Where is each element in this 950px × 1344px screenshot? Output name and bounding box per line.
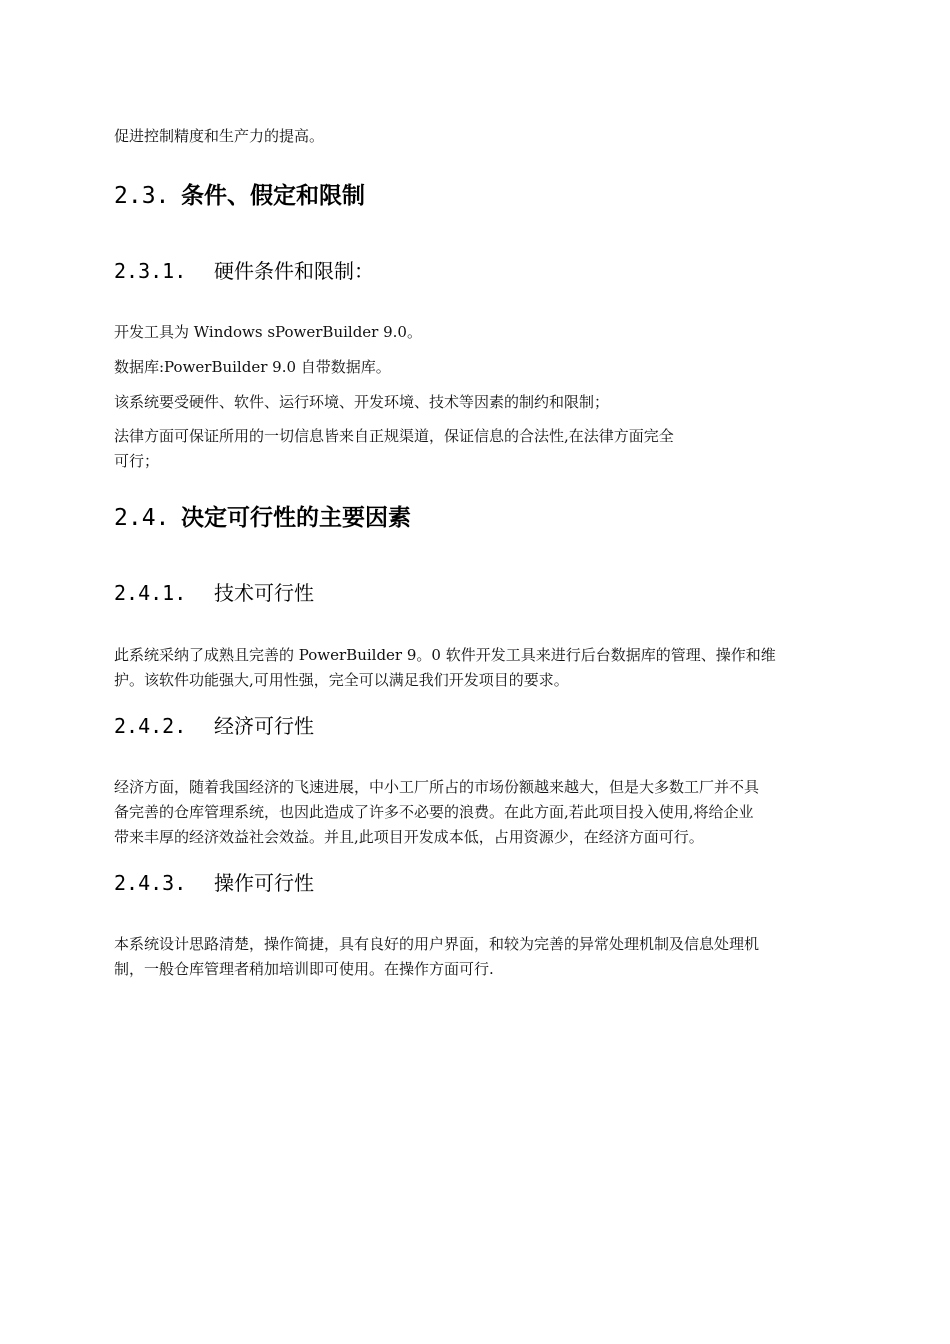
heading-2-3-1 xyxy=(114,257,374,285)
heading-2-4-2 xyxy=(114,712,314,740)
paragraph-technical xyxy=(114,643,839,693)
text-line: 本系统设计思路清楚，操作简捷，具有良好的用户界面，和较为完善的异常处理机制及信息处理机 xyxy=(114,935,760,953)
text-line: 带来丰厚的经济效益社会效益。并且,此项目开发成本低，占用资源少，在经济方面可行。 xyxy=(114,828,704,846)
paragraph-intro-tail: 促进控制精度和生产力的提高。 xyxy=(114,127,325,145)
heading-title: 操作可行性 xyxy=(214,871,314,895)
paragraph-constraints: 该系统要受硬件、软件、运行环境、开发环境、技术等因素的制约和限制； xyxy=(114,393,610,411)
heading-number: 2.4.3. xyxy=(114,871,187,895)
paragraph-legal xyxy=(114,424,839,474)
heading-title: 条件、假定和限制 xyxy=(181,183,365,209)
text-line: 此系统采纳了成熟且完善的 PowerBuilder 9。0 软件开发工具来进行后台数据库的管理、操作和维 xyxy=(114,646,776,664)
paragraph-database: 数据库:PowerBuilder 9.0 自带数据库。 xyxy=(114,358,391,376)
heading-number: 2.4.2. xyxy=(114,714,187,738)
text-line: 护。该软件功能强大,可用性强，完全可以满足我们开发项目的要求。 xyxy=(114,671,569,689)
heading-number: 2.3.1. xyxy=(114,259,187,283)
heading-number: 2.4. xyxy=(114,505,170,531)
heading-number: 2.4.1. xyxy=(114,581,187,605)
text-line: 可行； xyxy=(114,452,160,470)
heading-2-3 xyxy=(114,181,365,211)
paragraph-dev-tools: 开发工具为 Windows sPowerBuilder 9.0。 xyxy=(114,323,422,341)
heading-2-4 xyxy=(114,503,411,533)
text-line: 备完善的仓库管理系统，也因此造成了许多不必要的浪费。在此方面,若此项目投入使用,将给企业 xyxy=(114,803,754,821)
heading-2-4-1 xyxy=(114,579,314,607)
paragraph-operational xyxy=(114,932,839,982)
heading-title: 硬件条件和限制： xyxy=(214,259,374,283)
heading-number: 2.3. xyxy=(114,183,170,209)
heading-title: 经济可行性 xyxy=(214,714,314,738)
heading-title: 决定可行性的主要因素 xyxy=(181,505,411,531)
text-line: 经济方面，随着我国经济的飞速进展，中小工厂所占的市场份额越来越大，但是大多数工厂并不具 xyxy=(114,778,760,796)
heading-2-4-3 xyxy=(114,869,314,897)
heading-title: 技术可行性 xyxy=(214,581,314,605)
paragraph-economic xyxy=(114,775,839,850)
text-line: 法律方面可保证所用的一切信息皆来自正规渠道，保证信息的合法性,在法律方面完全 xyxy=(114,427,674,445)
text-line: 制，一般仓库管理者稍加培训即可使用。在操作方面可行. xyxy=(114,960,494,978)
